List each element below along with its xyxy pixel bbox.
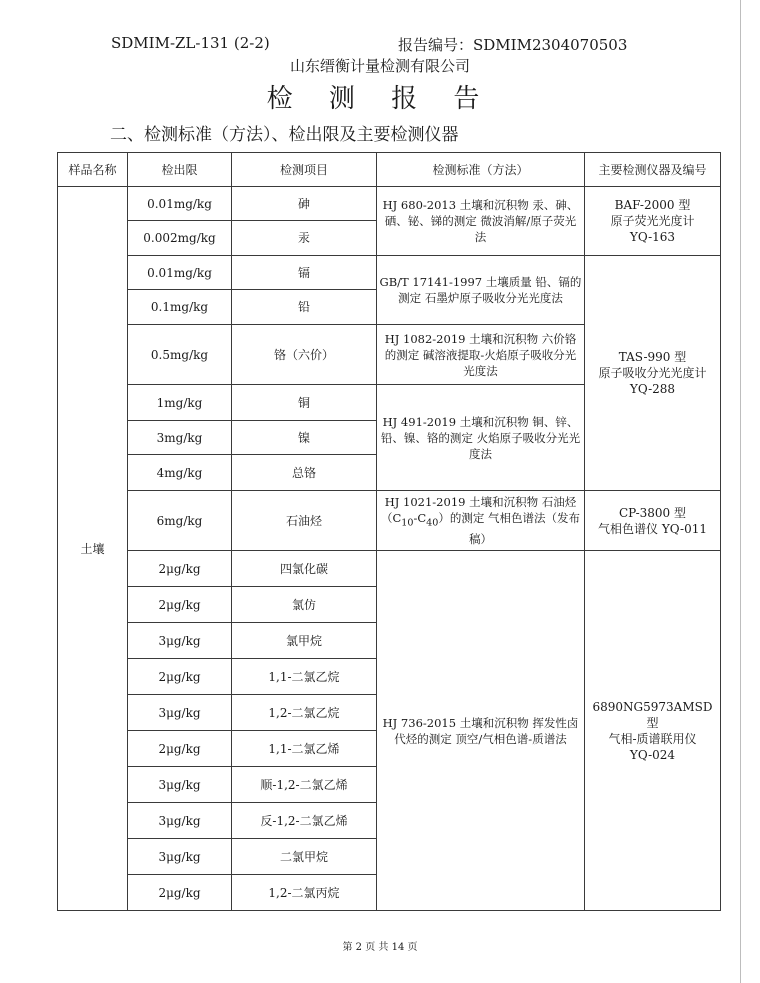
instrument-line: 原子吸收分光光度计 [598,366,707,380]
instrument-line: 6890NG5973AMSD 型 [592,699,713,730]
instrument-line: YQ-024 [629,747,676,762]
detection-limit-cell: 3μg/kg [128,839,232,875]
instrument-line: BAF-2000 型 [614,198,691,212]
standard-cell: HJ 491-2019 土壤和沉积物 铜、锌、铅、镍、铬的测定 火焰原子吸收分光光度法 [377,385,585,491]
section-title: 二、检测标准（方法）、检出限及主要检测仪器 [110,125,459,145]
detection-limit-cell: 2μg/kg [128,659,232,695]
standard-cell [377,491,585,551]
column-header: 样品名称 [58,153,128,187]
company-name: 山东缙衡计量检测有限公司 [289,57,470,75]
test-item-cell: 砷 [232,187,377,221]
instrument-line: TAS-990 型 [618,350,687,364]
detection-limit-cell: 0.5mg/kg [128,325,232,385]
column-header: 主要检测仪器及编号 [585,153,721,187]
instrument-line: 气相-质谱联用仪 [608,731,697,746]
test-item-cell: 反-1,2-二氯乙烯 [232,803,377,839]
test-item-cell: 镍 [232,421,377,455]
table-row [58,187,721,221]
column-header: 检出限 [128,153,232,187]
detection-limit-cell: 3μg/kg [128,695,232,731]
instrument-cell [585,491,721,551]
instrument-cell [585,256,721,491]
test-item-cell: 铬（六价） [232,325,377,385]
detection-standards-table [57,152,721,911]
detection-limit-cell: 3μg/kg [128,767,232,803]
column-header: 检测标准（方法） [377,153,585,187]
test-item-cell: 顺-1,2-二氯乙烯 [232,767,377,803]
test-item-cell: 氯仿 [232,587,377,623]
detection-limit-cell: 2μg/kg [128,731,232,767]
carbon-subscript: 40 [426,517,439,529]
detection-limit-cell: 4mg/kg [128,455,232,491]
instrument-cell [585,187,721,256]
detection-limit-cell: 1mg/kg [128,385,232,421]
instrument-line: CP-3800 型 [618,505,686,520]
detection-limit-cell: 0.01mg/kg [128,187,232,221]
standard-cell: HJ 680-2013 土壤和沉积物 汞、砷、硒、铋、锑的测定 微波消解/原子荧光法 [377,187,585,256]
test-item-cell: 汞 [232,221,377,256]
carbon-subscript: 10 [401,517,414,529]
standard-cell: GB/T 17141-1997 土壤质量 铅、镉的测定 石墨炉原子吸收分光光度法 [377,256,585,325]
report-number: 报告编号：SDMIM2304070503 [398,36,628,54]
table-row [58,256,721,290]
column-header: 检测项目 [232,153,377,187]
table-row [58,491,721,551]
detection-limit-cell: 3mg/kg [128,421,232,455]
test-item-cell: 氯甲烷 [232,623,377,659]
test-item-cell: 二氯甲烷 [232,839,377,875]
standard-text: -C [413,510,427,525]
standard-cell: HJ 1082-2019 土壤和沉积物 六价铬的测定 碱溶液提取-火焰原子吸收分光光度法 [377,325,585,385]
detection-limit-cell: 0.002mg/kg [128,221,232,256]
standard-text: ）的测定 气相色谱法（发布稿） [438,510,581,547]
document-code: SDMIM-ZL-131 (2-2) [111,34,270,52]
standard-cell: HJ 736-2015 土壤和沉积物 挥发性卤代烃的测定 顶空/气相色谱-质谱法 [377,551,585,911]
detection-limit-cell: 3μg/kg [128,803,232,839]
instrument-line: 气相色谱仪 YQ-011 [598,521,707,536]
test-item-cell: 总铬 [232,455,377,491]
standard-text: HJ 1021-2019 土壤和沉积物 石油烃（C [380,494,577,525]
detection-limit-cell: 2μg/kg [128,875,232,911]
report-title: 检 测 报 告 [266,84,494,114]
instrument-line: YQ-163 [629,230,676,244]
test-item-cell: 石油烃 [232,491,377,551]
table-row [58,551,721,587]
sample-name-cell: 土壤 [58,187,128,911]
instrument-cell [585,551,721,911]
page-footer: 第 2 页 共 14 页 [342,942,418,953]
table-header-row [58,153,721,187]
detection-limit-cell: 3μg/kg [128,623,232,659]
detection-limit-cell: 2μg/kg [128,551,232,587]
instrument-line: 原子荧光光度计 [610,214,695,228]
test-item-cell: 铜 [232,385,377,421]
detection-limit-cell: 2μg/kg [128,587,232,623]
test-item-cell: 1,1-二氯乙烯 [232,731,377,767]
instrument-line: YQ-288 [629,382,676,396]
detection-limit-cell: 0.1mg/kg [128,290,232,325]
test-item-cell: 铅 [232,290,377,325]
test-item-cell: 镉 [232,256,377,290]
test-item-cell: 四氯化碳 [232,551,377,587]
detection-limit-cell: 0.01mg/kg [128,256,232,290]
test-item-cell: 1,1-二氯乙烷 [232,659,377,695]
test-item-cell: 1,2-二氯乙烷 [232,695,377,731]
detection-limit-cell: 6mg/kg [128,491,232,551]
test-item-cell: 1,2-二氯丙烷 [232,875,377,911]
page-edge-line [740,0,741,983]
